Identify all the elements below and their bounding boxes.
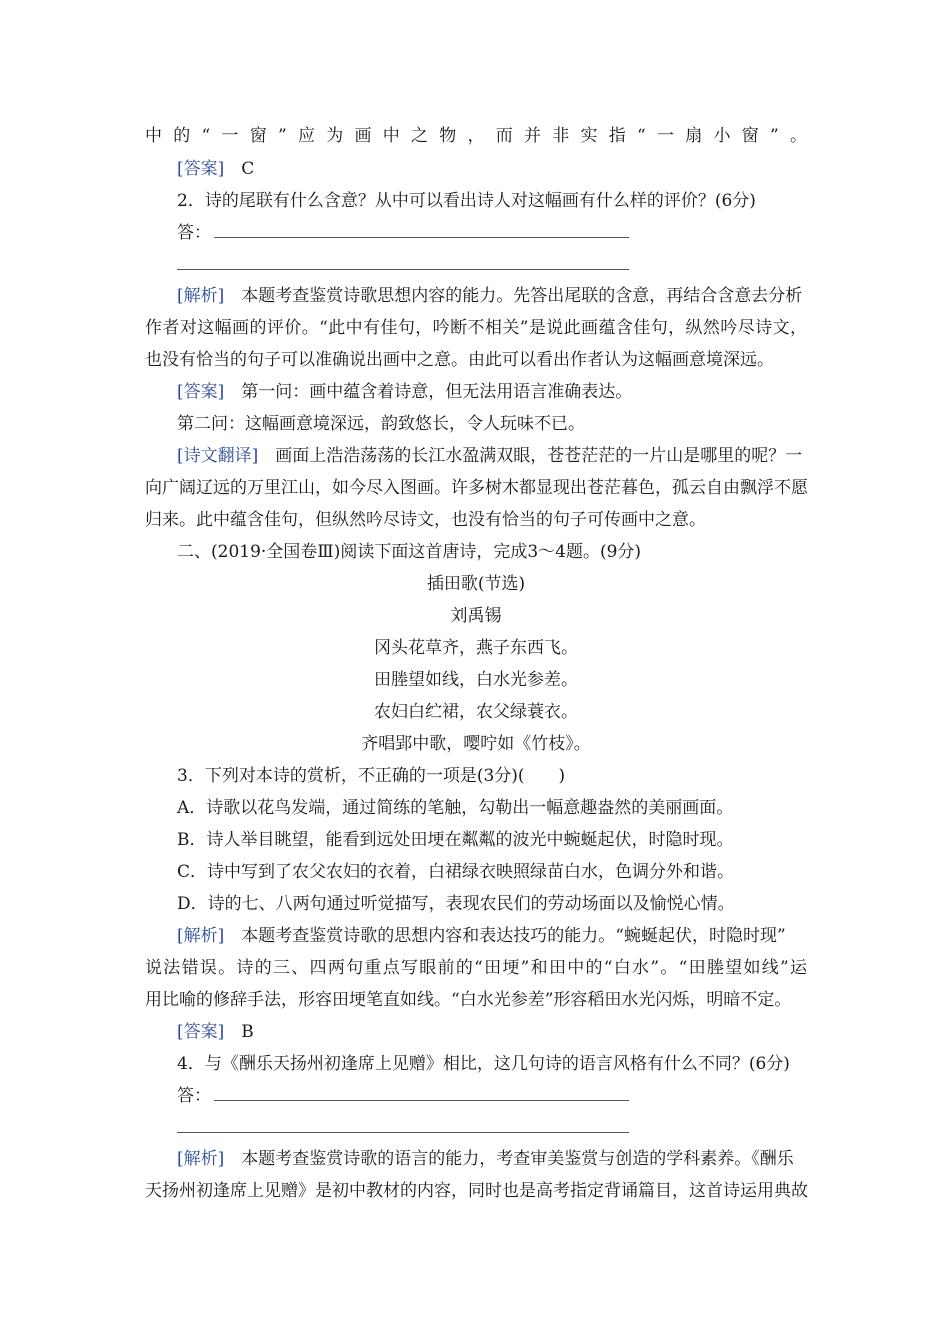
text-line: 也没有恰当的句子可以准确说出画中之意。由此可以看出作者认为这幅画意境深远。	[145, 350, 774, 370]
translation-tag: [诗文翻译]	[177, 446, 259, 466]
text-line: 作者对这幅画的评价。“此中有佳句，吟断不相关”是说此画蕴含佳句，纵然吟尽诗文，	[145, 318, 807, 338]
option-c[interactable]: C．诗中写到了农父农妇的衣着，白裙绿衣映照绿苗白水，色调分外和谐。	[177, 862, 735, 882]
analysis-tag: [解析]	[177, 926, 225, 946]
text-line: 第二问：这幅画意境深远，韵致悠长，令人玩味不已。	[177, 414, 585, 434]
section-heading: 二、(2019·全国卷Ⅲ)阅读下面这首唐诗，完成3～4题。(9分)	[177, 542, 642, 562]
answer-blank-line[interactable]	[177, 269, 629, 270]
option-a[interactable]: A．诗歌以花鸟发端，通过简练的笔触，勾勒出一幅意趣盎然的美丽画面。	[177, 798, 734, 818]
text-line: 说法错误。诗的三、四两句重点写眼前的“田埂”和田中的“白水”。“田塍望如线”运	[145, 958, 807, 978]
answer-blank-line[interactable]	[177, 1132, 629, 1133]
answer-tag: [答案]	[177, 382, 225, 402]
answer-prompt: 答：	[177, 1086, 211, 1106]
option-d[interactable]: D．诗的七、八两句通过听觉描写，表现农民们的劳动场面以及愉悦心情。	[177, 894, 735, 914]
answer-value: B	[241, 1022, 254, 1042]
analysis-tag: [解析]	[177, 1149, 225, 1169]
answer-value: C	[241, 159, 255, 179]
analysis-line: [解析] 本题考查鉴赏诗歌的思想内容和表达技巧的能力。“蜿蜒起伏，时隐时现”	[177, 926, 786, 946]
answer-line	[177, 1020, 254, 1044]
text-line: 用比喻的修辞手法，形容田埂笔直如线。“白水光参差”形容稻田水光闪烁，明暗不定。	[145, 990, 792, 1010]
answer-line: [答案] 第一问：画中蕴含着诗意，但无法用语言准确表达。	[177, 382, 633, 402]
answer-prompt: 答：	[177, 223, 211, 243]
text-line: 中的“一窗”应为画中之物，而并非实指“一扇小窗”。	[145, 126, 807, 146]
answer-tag: [答案]	[177, 1022, 225, 1042]
option-b[interactable]: B．诗人举目眺望，能看到远处田埂在粼粼的波光中蜿蜒起伏，时隐时现。	[177, 830, 734, 850]
answer-blank-line[interactable]	[214, 1100, 629, 1101]
poem-line: 齐唱郢中歌，嘤咛如《竹枝》。	[361, 734, 591, 754]
answer-blank-line[interactable]	[214, 237, 629, 238]
analysis-tag: [解析]	[177, 286, 225, 306]
question-4: 4．与《酬乐天扬州初逢席上见赠》相比，这几句诗的语言风格有什么不同？(6分)	[177, 1054, 790, 1074]
question-2: 2．诗的尾联有什么含意？从中可以看出诗人对这幅画有什么样的评价？(6分)	[177, 191, 756, 211]
answer-tag: [答案]	[177, 159, 225, 179]
poem-title: 插田歌(节选)	[426, 574, 526, 594]
analysis-line: [解析] 本题考查鉴赏诗歌思想内容的能力。先答出尾联的含意，再结合含意去分析	[177, 286, 803, 306]
poem-line: 农妇白纻裙，农父绿蓑衣。	[374, 702, 578, 722]
text-line: 天扬州初逢席上见赠》是初中教材的内容，同时也是高考指定背诵篇目，这首诗运用典故	[145, 1181, 808, 1201]
poem-line: 冈头花草齐，燕子东西飞。	[374, 638, 578, 658]
poem-author: 刘禹锡	[450, 606, 502, 626]
text-line: 归来。此中蕴含佳句，但纵然吟尽诗文，也没有恰当的句子可传画中之意。	[145, 510, 706, 530]
analysis-line: [解析] 本题考查鉴赏诗歌的语言的能力，考查审美鉴赏与创造的学科素养。《酬乐	[177, 1149, 794, 1169]
answer-line	[177, 157, 254, 181]
poem-line: 田塍望如线，白水光参差。	[374, 670, 578, 690]
text-line: 向广阔辽远的万里江山，如今尽入图画。许多树木都显现出苍茫暮色，孤云自由飘浮不愿	[145, 478, 808, 498]
translation-line: [诗文翻译] 画面上浩浩荡荡的长江水盈满双眼，苍苍茫茫的一片山是哪里的呢？一	[177, 446, 803, 466]
question-3: 3．下列对本诗的赏析，不正确的一项是(3分)( )	[177, 766, 566, 786]
